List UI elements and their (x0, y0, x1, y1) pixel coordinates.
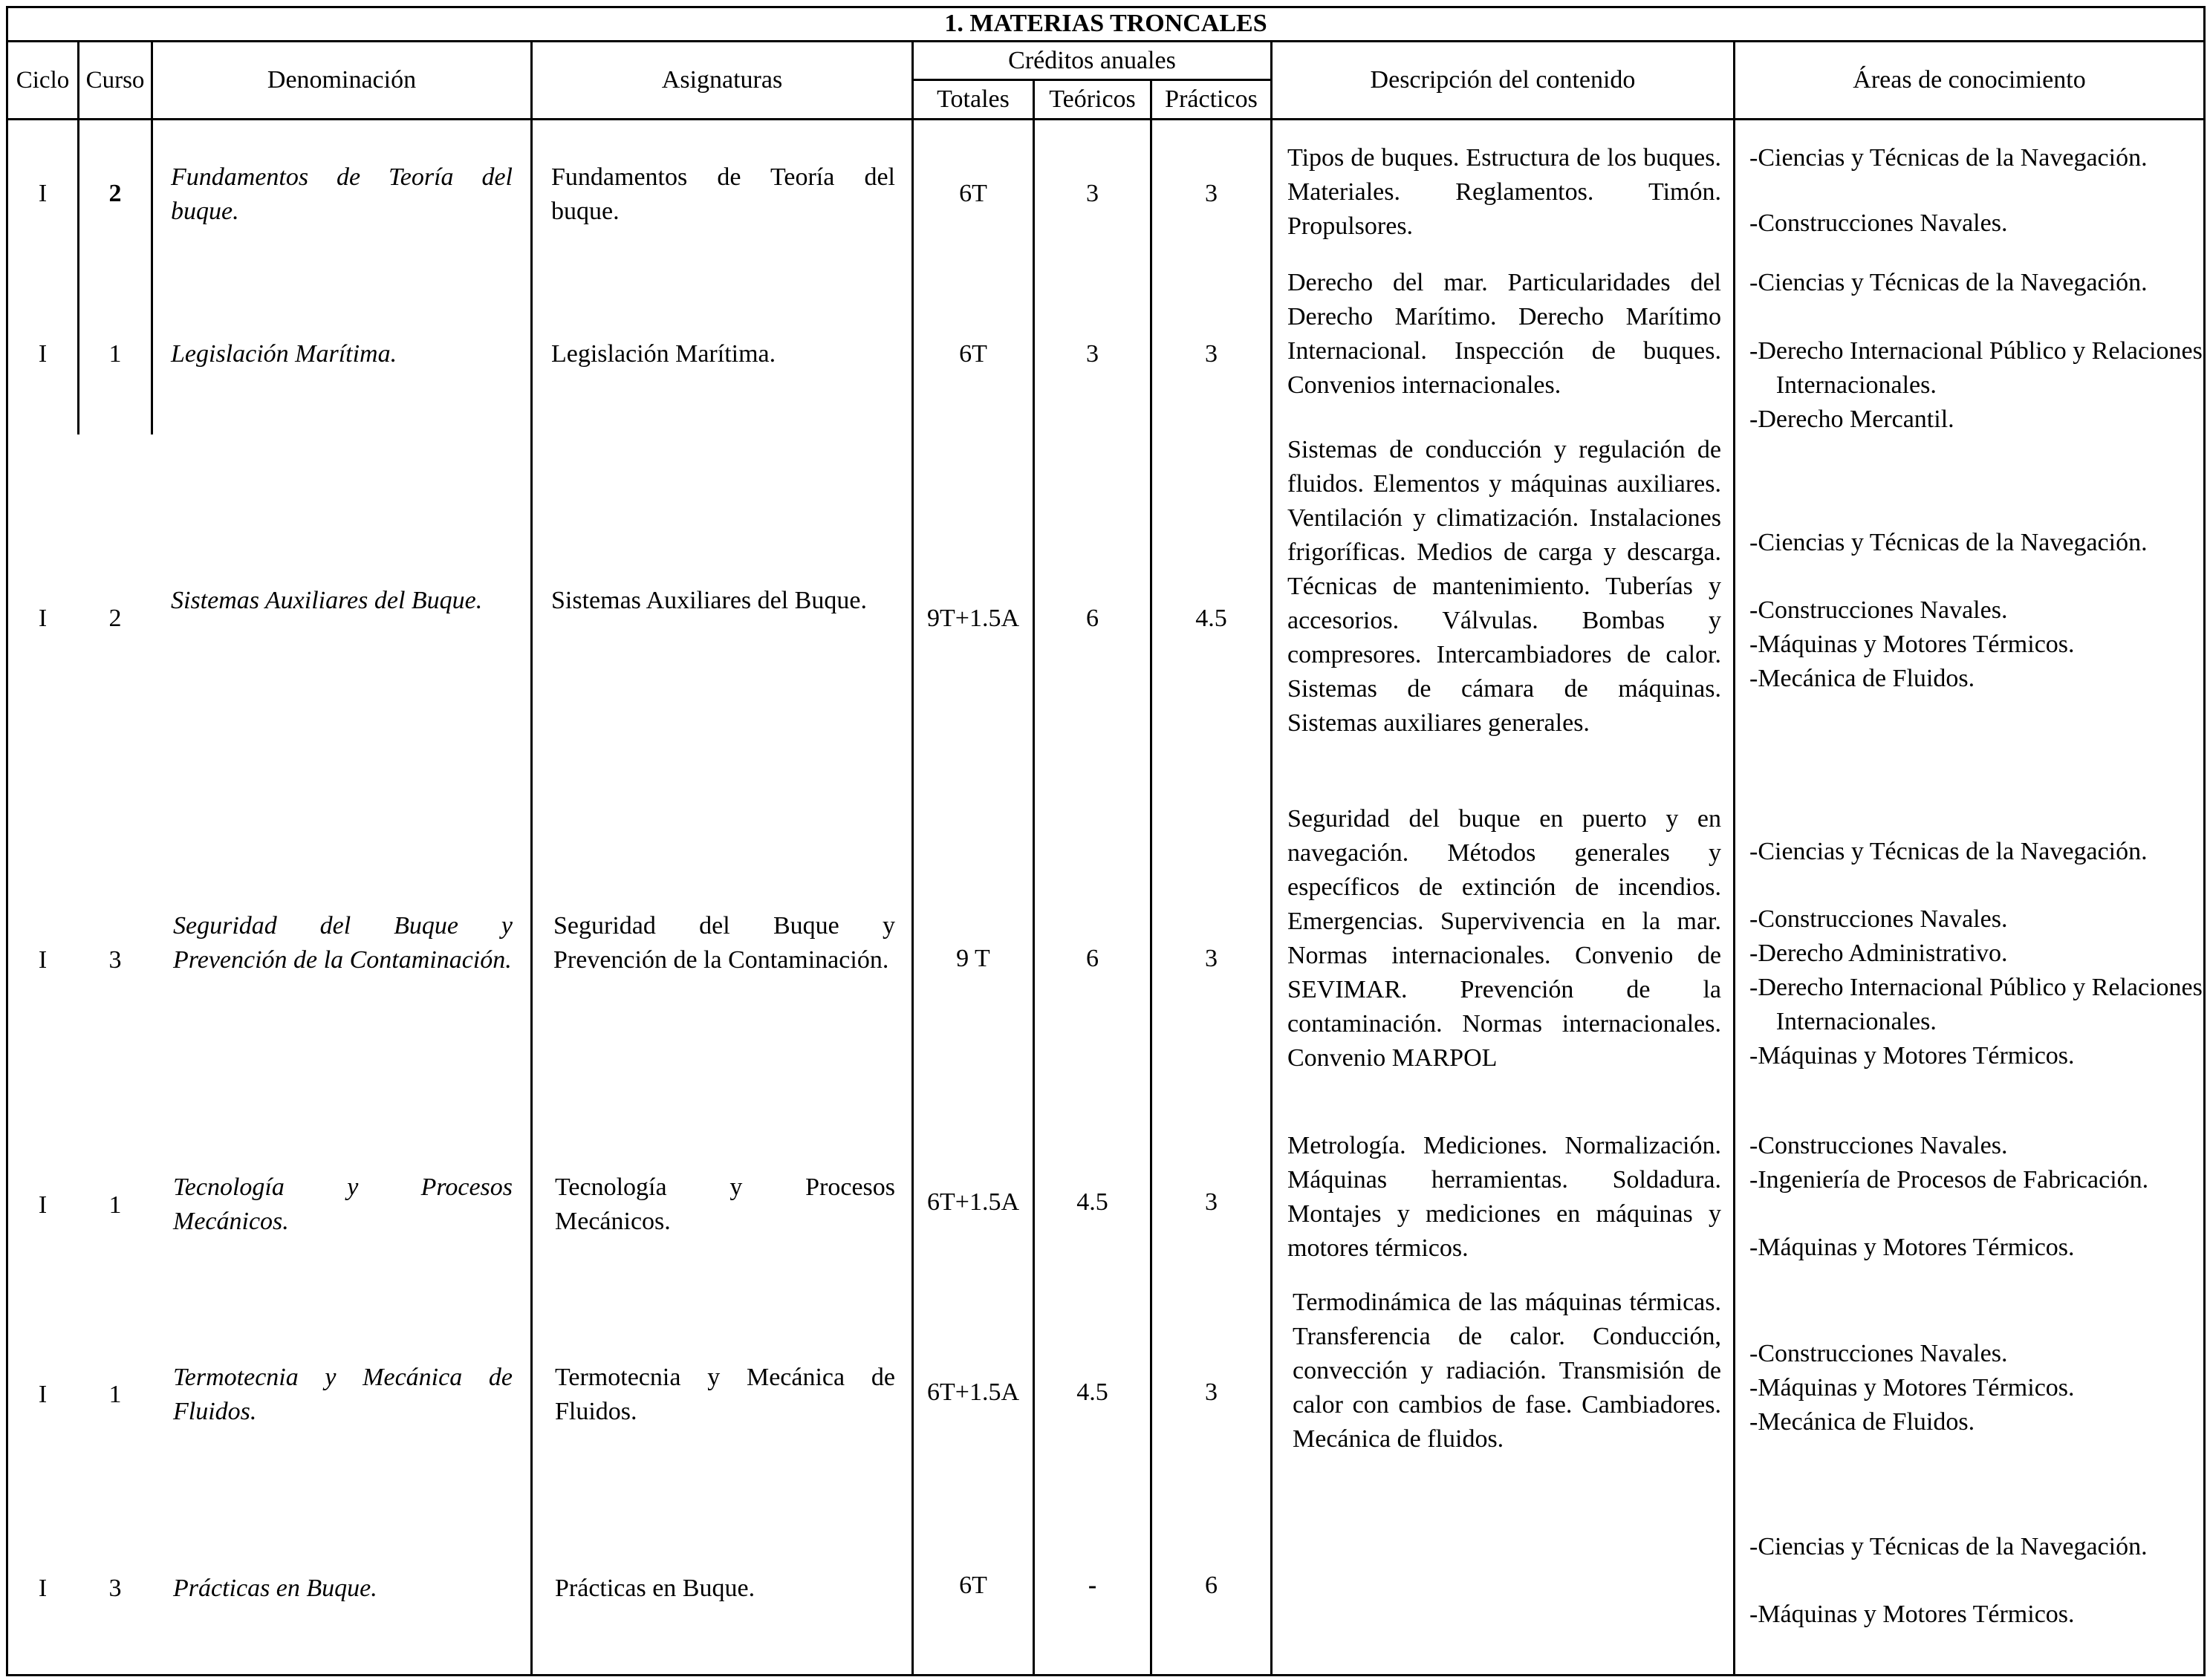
row-4-teoricos: 6 (1086, 945, 1099, 972)
row-3-area: -Ciencias y Técnicas de la Navegación. (1749, 529, 2148, 556)
table-rule (1270, 40, 1273, 1676)
row-2-curso: 1 (108, 340, 122, 368)
row-1-ciclo: I (38, 180, 48, 207)
row-4-ciclo: I (38, 946, 48, 974)
row-7-asignatura: Prácticas en Buque. (555, 1575, 755, 1602)
row-4-totales: 9 T (956, 945, 990, 972)
row-3-area: -Construcciones Navales. (1749, 596, 2008, 624)
header-creditos: Créditos anuales (1008, 46, 1176, 74)
row-3-teoricos: 6 (1086, 605, 1099, 632)
row-3-descripcion: Sistemas de conducción y regulación de fluidos. Elementos y máquinas auxiliares. Ventilación y climatización. Instalaciones frigoríficas. Medios de carga y descarga. Técnicas de mantenimiento. Tuberías y accesorios. Válvulas. Bombas y compresores. Intercambiadores de calor. Sistemas de cámara de máquinas. Sistemas auxiliares generales. (1287, 436, 1721, 737)
row-6-area: -Máquinas y Motores Térmicos. (1749, 1374, 2075, 1401)
row-3-ciclo: I (38, 605, 48, 632)
row-2-asignatura: Legislación Marítima. (551, 340, 776, 368)
header-totales: Totales (937, 85, 1010, 113)
row-3-denominacion: Sistemas Auxiliares del Buque. (171, 587, 483, 614)
row-5-totales: 6T+1.5A (927, 1188, 1019, 1216)
row-7-ciclo: I (38, 1575, 48, 1602)
row-5-denominacion: Tecnología y Procesos Mecánicos. (173, 1173, 513, 1235)
row-6-curso: 1 (108, 1381, 122, 1408)
row-1-teoricos: 3 (1086, 180, 1099, 207)
header-practicos: Prácticos (1165, 85, 1258, 113)
row-6-ciclo: I (38, 1381, 48, 1408)
row-4-asignatura: Seguridad del Buque y Prevención de la Contaminación. (553, 912, 895, 974)
row-5-practicos: 3 (1205, 1188, 1218, 1216)
row-2-ciclo: I (38, 340, 48, 368)
row-4-area: -Ciencias y Técnicas de la Navegación. (1749, 838, 2148, 865)
header-ciclo: Ciclo (16, 67, 70, 94)
row-3-asignatura: Sistemas Auxiliares del Buque. (551, 587, 867, 614)
row-3-curso: 2 (108, 605, 122, 632)
row-3-area: -Máquinas y Motores Térmicos. (1749, 631, 2075, 658)
table-rule (6, 1674, 2206, 1676)
row-2-practicos: 3 (1205, 340, 1218, 368)
row-2-area: -Derecho Mercantil. (1749, 406, 1954, 433)
row-4-area: -Derecho Internacional Público y Relaciones Internacionales. (1749, 974, 2203, 1035)
row-4-practicos: 3 (1205, 945, 1218, 972)
row-1-area: -Construcciones Navales. (1749, 209, 2008, 237)
section-title: 1. MATERIAS TRONCALES (944, 10, 1267, 37)
row-7-practicos: 6 (1205, 1572, 1218, 1599)
row-7-area: -Ciencias y Técnicas de la Navegación. (1749, 1533, 2148, 1560)
row-7-totales: 6T (959, 1572, 987, 1599)
row-2-area: -Derecho Internacional Público y Relaciones Internacionales. (1749, 337, 2203, 399)
row-7-area: -Máquinas y Motores Térmicos. (1749, 1601, 2075, 1628)
row-5-asignatura: Tecnología y Procesos Mecánicos. (555, 1173, 895, 1235)
row-4-curso: 3 (108, 946, 122, 974)
table-rule (1033, 79, 1035, 1676)
row-5-area: -Ingeniería de Procesos de Fabricación. (1749, 1166, 2149, 1194)
header-denominacion: Denominación (267, 66, 417, 94)
row-7-teoricos: - (1088, 1572, 1097, 1599)
row-1-descripcion: Tipos de buques. Estructura de los buques. Materiales. Reglamentos. Timón. Propulsores. (1287, 144, 1721, 240)
row-4-descripcion: Seguridad del buque en puerto y en navegación. Métodos generales y específicos de extinción de incendios. Emergencias. Supervivencia en la mar. Normas internacionales. Convenio de SEVIMAR. Prevención de la contaminación. Normas internacionales. Convenio MARPOL (1287, 805, 1721, 1072)
row-6-area: -Mecánica de Fluidos. (1749, 1408, 1975, 1436)
header-curso: Curso (85, 67, 145, 94)
row-5-descripcion: Metrología. Mediciones. Normalización. Máquinas herramientas. Soldadura. Montajes y mediciones en máquinas y motores térmicos. (1287, 1132, 1721, 1262)
row-6-descripcion: Termodinámica de las máquinas térmicas. Transferencia de calor. Conducción, convección y radiación. Transmisión de calor con cambios de fase. Cambiadores. Mecánica de fluidos. (1293, 1289, 1721, 1453)
header-areas: Áreas de conocimiento (1853, 66, 2086, 94)
row-2-denominacion: Legislación Marítima. (171, 340, 397, 368)
header-asignaturas: Asignaturas (661, 66, 783, 94)
row-6-teoricos: 4.5 (1076, 1378, 1108, 1406)
row-3-area: -Mecánica de Fluidos. (1749, 665, 1975, 692)
row-7-denominacion: Prácticas en Buque. (173, 1575, 377, 1602)
row-1-practicos: 3 (1205, 180, 1218, 207)
row-2-totales: 6T (959, 340, 987, 368)
table-rule (77, 118, 79, 434)
row-6-practicos: 3 (1205, 1378, 1218, 1406)
row-1-denominacion: Fundamentos de Teoría del buque. (171, 163, 513, 225)
table-rule (151, 118, 153, 434)
row-4-area: -Derecho Administrativo. (1749, 940, 2008, 967)
row-4-area: -Máquinas y Motores Térmicos. (1749, 1042, 2075, 1069)
row-5-teoricos: 4.5 (1076, 1188, 1108, 1216)
row-2-area: -Ciencias y Técnicas de la Navegación. (1749, 269, 2148, 296)
row-1-totales: 6T (959, 180, 987, 207)
table-rule (911, 40, 914, 1676)
row-7-curso: 3 (108, 1575, 122, 1602)
row-1-curso: 2 (108, 180, 122, 207)
row-2-teoricos: 3 (1086, 340, 1099, 368)
row-6-totales: 6T+1.5A (927, 1378, 1019, 1406)
header-descripcion: Descripción del contenido (1370, 66, 1636, 94)
row-5-ciclo: I (38, 1191, 48, 1219)
row-5-area: -Máquinas y Motores Térmicos. (1749, 1234, 2075, 1261)
row-2-descripcion: Derecho del mar. Particularidades del Derecho Marítimo. Derecho Marítimo Internacional. Inspección de buques. Convenios internacionales. (1287, 269, 1721, 399)
row-5-curso: 1 (108, 1191, 122, 1219)
row-4-denominacion: Seguridad del Buque y Prevención de la Contaminación. (173, 912, 513, 974)
row-3-practicos: 4.5 (1195, 605, 1227, 632)
row-1-asignatura: Fundamentos de Teoría del buque. (551, 163, 895, 225)
row-1-area: -Ciencias y Técnicas de la Navegación. (1749, 144, 2148, 172)
table-rule (530, 40, 533, 1676)
table-rule (6, 118, 2206, 120)
row-6-asignatura: Termotecnia y Mecánica de Fluidos. (555, 1364, 895, 1425)
table-rule (6, 6, 8, 1676)
row-4-area: -Construcciones Navales. (1749, 905, 2008, 933)
row-6-area: -Construcciones Navales. (1749, 1340, 2008, 1367)
table-rule (1150, 79, 1152, 1676)
table-rule (1733, 40, 1735, 1676)
row-3-totales: 9T+1.5A (927, 605, 1019, 632)
header-teoricos: Teóricos (1049, 85, 1136, 113)
row-5-area: -Construcciones Navales. (1749, 1132, 2008, 1159)
row-6-denominacion: Termotecnia y Mecánica de Fluidos. (173, 1364, 513, 1425)
